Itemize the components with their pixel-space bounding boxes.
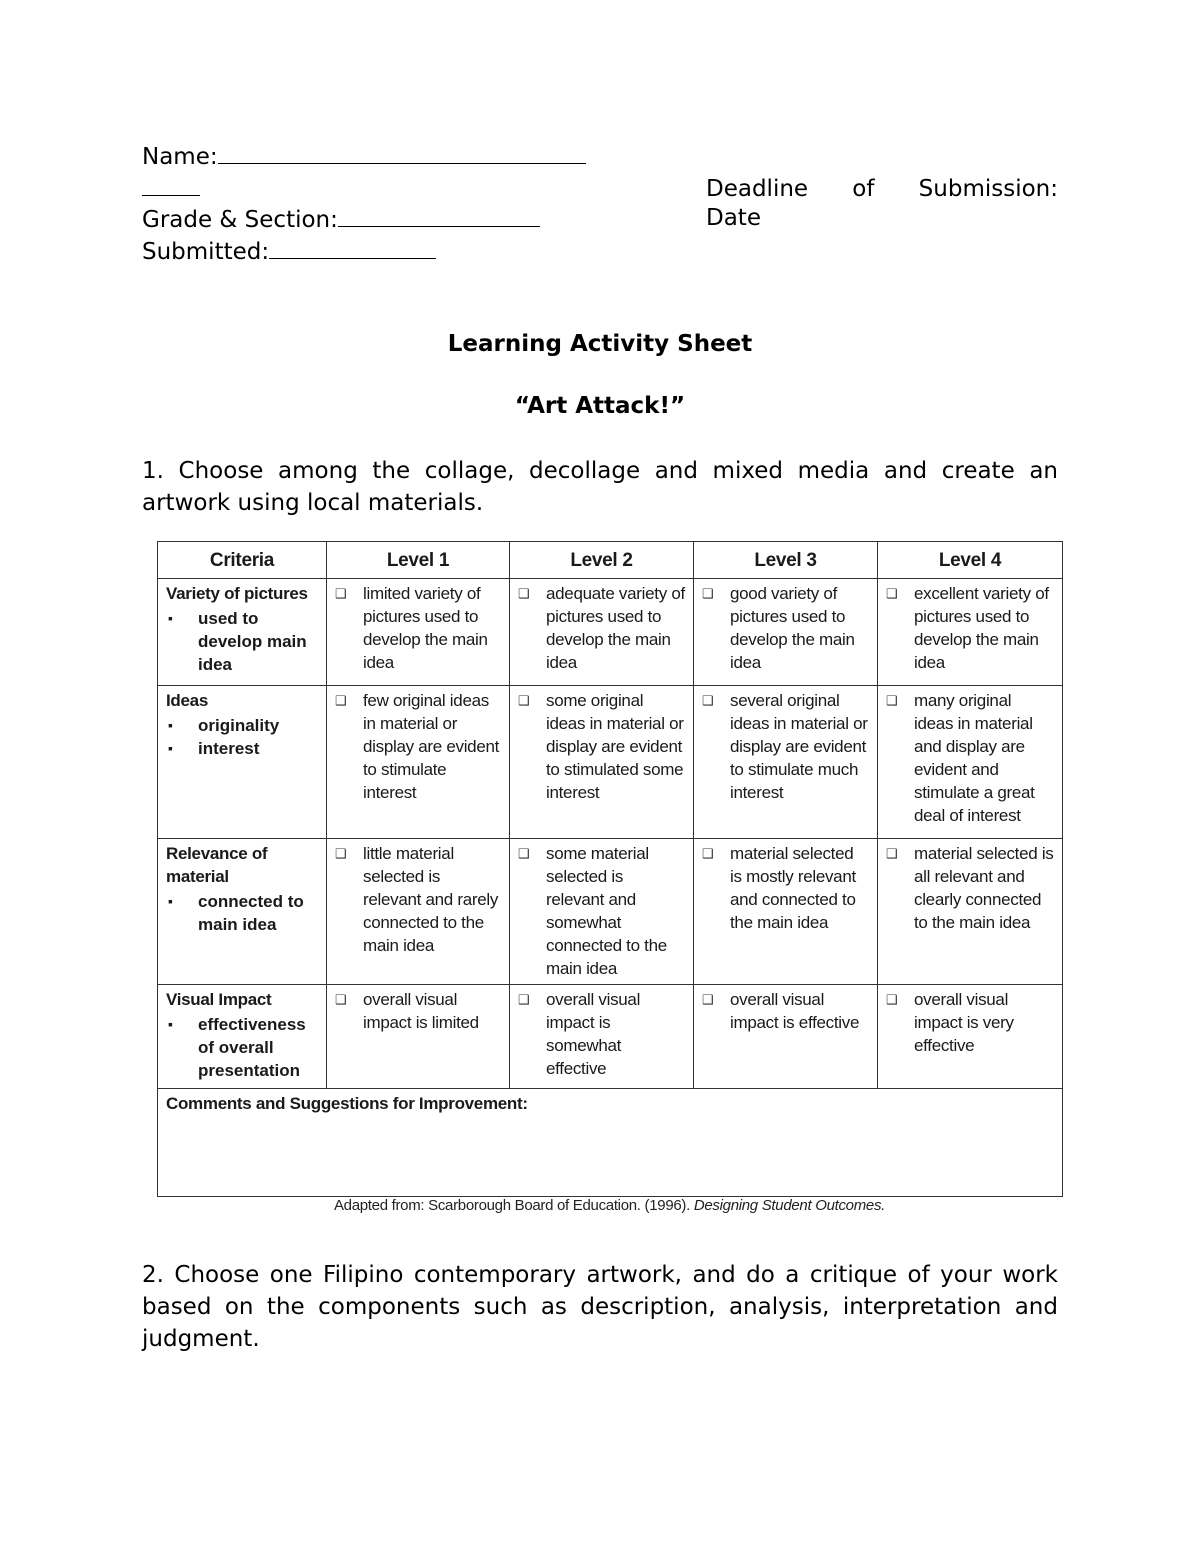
checkbox-icon[interactable]: ❑ <box>335 846 347 862</box>
checkbox-icon[interactable]: ❑ <box>886 992 898 1007</box>
level-cell <box>694 685 878 839</box>
level-cell <box>510 985 694 1089</box>
header-row-3 <box>142 202 761 234</box>
level-description: overall visual impact is somewhat effective <box>546 990 641 1078</box>
level-cell <box>878 839 1063 985</box>
checkbox-icon[interactable]: ❑ <box>518 846 530 862</box>
header-level-3: Level 3 <box>694 542 878 579</box>
header-level-4: Level 4 <box>878 542 1063 579</box>
checkbox-icon[interactable]: ❑ <box>702 992 714 1007</box>
level-description: some original ideas in material or display are evident to stimulated some interest <box>546 690 684 802</box>
deadline-field[interactable] <box>142 171 200 196</box>
header-level-1: Level 1 <box>327 542 510 579</box>
level-description: several original ideas in material or display are evident to stimulate much interest <box>730 690 868 802</box>
submitted-label: Submitted: <box>142 239 270 265</box>
level-description: material selected is all relevant and clearly connected to the main idea <box>914 844 1054 933</box>
checkbox-icon[interactable]: ❑ <box>702 846 714 862</box>
criterion-cell <box>158 579 327 685</box>
checkbox-icon[interactable]: ❑ <box>886 846 898 862</box>
criterion-cell <box>158 985 327 1089</box>
checkbox-icon[interactable]: ❑ <box>335 586 347 602</box>
rubric-header-row <box>158 542 1063 579</box>
checkbox-icon[interactable]: ❑ <box>886 692 898 708</box>
citation-title: Designing Student Outcomes. <box>693 1197 886 1214</box>
level-cell <box>327 685 510 839</box>
level-description: limited variety of pictures used to develop the main idea <box>363 584 488 673</box>
header-row-1 <box>142 139 1058 202</box>
header-criteria: Criteria <box>158 542 327 579</box>
rubric-row <box>158 839 1063 985</box>
criterion-bullet: ▪ used to develop main idea <box>166 607 318 676</box>
rubric-row <box>158 985 1063 1089</box>
name-field[interactable] <box>218 139 586 164</box>
level-cell <box>327 579 510 685</box>
comments-field[interactable] <box>158 1089 1063 1197</box>
level-description: good variety of pictures used to develop the main idea <box>730 584 855 673</box>
header-row-4 <box>142 234 436 266</box>
checkbox-icon[interactable]: ❑ <box>702 692 714 708</box>
checkbox-icon[interactable]: ❑ <box>518 586 530 602</box>
criterion-bullet: ▪ originality <box>166 714 318 737</box>
criterion-bullet: ▪ interest <box>166 737 318 760</box>
criterion-bullet: ▪ connected to main idea <box>166 890 318 936</box>
level-cell <box>327 985 510 1089</box>
grade-section-field[interactable] <box>338 202 540 227</box>
grade-section-label: Grade & Section: <box>142 207 338 233</box>
level-cell <box>510 839 694 985</box>
level-cell <box>694 985 878 1089</box>
checkbox-icon[interactable]: ❑ <box>335 992 347 1007</box>
criterion-bullet: ▪ effectiveness of overall presentation <box>166 1013 318 1082</box>
date-label: Date <box>706 205 761 231</box>
level-description: some material selected is relevant and somewhat connected to the main idea <box>546 844 667 979</box>
criterion-cell <box>158 685 327 839</box>
criterion-title: Relevance of material <box>166 844 268 887</box>
checkbox-icon[interactable]: ❑ <box>886 586 898 602</box>
level-description: many original ideas in material and display are evident and stimulate a great deal of interest <box>914 690 1035 825</box>
comments-label: Comments and Suggestions for Improvement: <box>166 1094 528 1114</box>
activity-subtitle: “Art Attack!” <box>514 393 686 419</box>
deadline-label: Deadline of Submission: <box>706 176 1058 202</box>
source-citation <box>157 1197 1062 1214</box>
criterion-title: Ideas <box>166 690 208 710</box>
checkbox-icon[interactable]: ❑ <box>335 692 347 708</box>
level-cell <box>878 579 1063 685</box>
criterion-cell <box>158 839 327 985</box>
checkbox-icon[interactable]: ❑ <box>518 692 530 708</box>
checkbox-icon[interactable]: ❑ <box>518 992 530 1007</box>
date-submitted-field[interactable] <box>269 234 436 259</box>
level-description: material selected is mostly relevant and connected to the main idea <box>730 844 856 933</box>
criterion-title: Visual Impact <box>166 990 272 1009</box>
level-cell <box>510 685 694 839</box>
level-cell <box>878 985 1063 1089</box>
level-description: adequate variety of pictures used to develop the main idea <box>546 584 685 673</box>
level-cell <box>694 839 878 985</box>
rubric-row <box>158 685 1063 839</box>
checkbox-icon[interactable]: ❑ <box>702 586 714 602</box>
rubric-table <box>157 541 1063 1197</box>
deadline-field-line <box>142 171 200 203</box>
level-description: little material selected is relevant and rarely connected to the main idea <box>363 844 499 956</box>
comments-row <box>158 1089 1063 1197</box>
level-description: overall visual impact is effective <box>730 990 860 1032</box>
level-description: overall visual impact is very effective <box>914 990 1014 1055</box>
level-cell <box>878 685 1063 839</box>
level-description: overall visual impact is limited <box>363 990 479 1032</box>
level-cell <box>694 579 878 685</box>
name-label: Name: <box>142 144 218 170</box>
level-description: few original ideas in material or display are evident to stimulate interest <box>363 690 500 802</box>
instruction-2: 2. Choose one Filipino contemporary artwork, and do a critique of your work based on the components such as description, analysis, interpretation and judgment. <box>142 1262 1058 1352</box>
level-cell <box>327 839 510 985</box>
rubric-row <box>158 579 1063 685</box>
citation-text: Adapted from: Scarborough Board of Education. (1996). <box>333 1197 694 1214</box>
page-title: Learning Activity Sheet <box>447 331 753 357</box>
criterion-title: Variety of pictures <box>166 584 308 604</box>
instruction-1: 1. Choose among the collage, decollage and mixed media and create an artwork using local materials. <box>142 458 1058 516</box>
level-cell <box>510 579 694 685</box>
level-description: excellent variety of pictures used to develop the main idea <box>914 584 1049 673</box>
header-level-2: Level 2 <box>510 542 694 579</box>
